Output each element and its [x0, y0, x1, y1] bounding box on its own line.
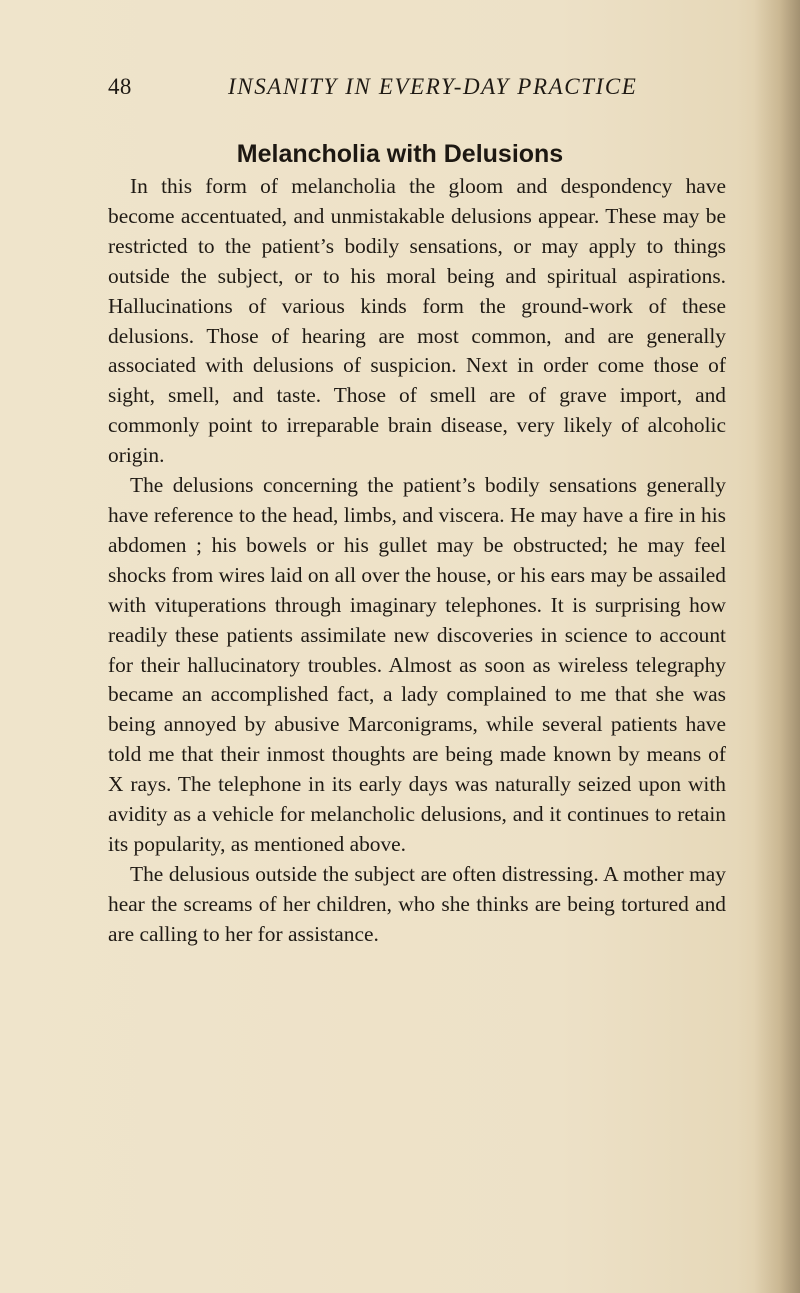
body-text: [108, 172, 726, 950]
running-head: [108, 74, 668, 106]
page-edge-shadow: [754, 0, 800, 1293]
running-title: INSANITY IN EVERY-DAY PRACTICE: [228, 74, 638, 99]
paragraph: In this form of melancholia the gloom and despondency have become accentuated, and unmistakable delusions appear. These may be restricted to the patient’s bodily sensations, or may apply to things outside the subject, or to his moral being and spiritual aspirations. Hallucinations of various kinds form the ground-work of these delusions. Those of hearing are most common, and are generally associated with delusions of suspicion. Next in order come those of sight, smell, and taste. Those of smell are of grave import, and commonly point to irreparable brain disease, very likely of alcoholic origin.: [108, 174, 726, 468]
paragraph: The delusions concerning the patient’s bodily sensations generally have reference to the head, limbs, and viscera. He may have a fire in his abdomen ; his bowels or his gullet may be obstructed; he may feel shocks from wires laid on all over the house, or his ears may be assailed with vituperations through imaginary telephones. It is surprising how readily these patients assimilate new discoveries in science to account for their hallucinatory troubles. Almost as soon as wireless telegraphy became an accomplished fact, a lady complained to me that she was being annoyed by abusive Marconigrams, while several patients have told me that their inmost thoughts are being made known by means of X rays. The telephone in its early days was naturally seized upon with avidity as a vehicle for melancholic delusions, and it continues to retain its popularity, as mentioned above.: [108, 473, 726, 856]
section-title: Melancholia with Delusions: [236, 140, 564, 168]
paragraph: The delusious outside the subject are often distressing. A mother may hear the screams of her children, who she thinks are being tortured and are calling to her for assistance.: [108, 861, 726, 946]
page-number: 48: [108, 74, 132, 99]
